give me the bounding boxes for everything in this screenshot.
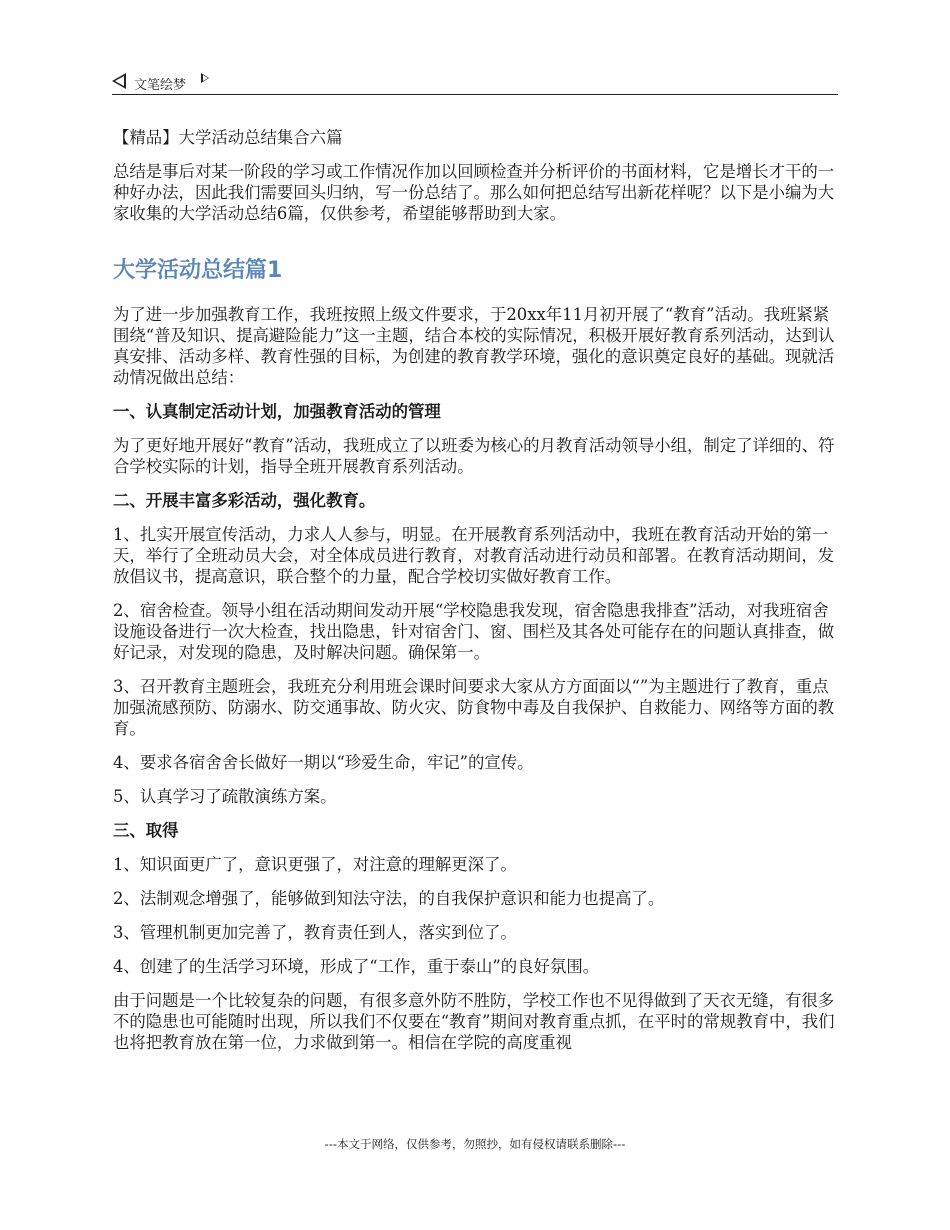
right-triangle-icon bbox=[201, 73, 209, 83]
page-footer: ---本文于网络，仅供参考，勿照抄，如有侵权请联系删除--- bbox=[324, 1137, 626, 1151]
body-paragraph: 1、扎实开展宣传活动，力求人人参与，明显。在开展教育系列活动中，我班在教育活动开始的第一天，举行了全班动员大会，对全体成员进行教育，对教育活动进行动员和部署。在教育活动期间，发放倡议书，提高意识，联合整个的力量，配合学校切实做好教育工作。 bbox=[113, 525, 835, 586]
document-body bbox=[113, 127, 840, 1066]
body-paragraph: 2、宿舍检查。领导小组在活动期间发动开展“学校隐患我发现，宿舍隐患我排查”活动，对我班宿舍设施设备进行一次大检查，找出隐患，针对宿舍门、窗、围栏及其各处可能存在的问题认真排查，做好记录，对发现的隐患，及时解决问题。确保第一。 bbox=[113, 601, 835, 662]
body-paragraph: 1、知识面更广了，意识更强了，对注意的理解更深了。 bbox=[113, 855, 517, 874]
body-paragraph: 为了进一步加强教育工作，我班按照上级文件要求，于20xx年11月初开展了“教育”活动。我班紧紧围绕“普及知识、提高避险能力”这一主题，结合本校的实际情况，积极开展好教育系列活动，达到认真安排、活动多样、教育性强的目标，为创建的教育教学环境，强化的意识奠定良好的基础。现就活动情况做出总结： bbox=[113, 305, 835, 387]
intro-paragraph: 总结是事后对某一阶段的学习或工作情况作加以回顾检查并分析评价的书面材料，它是增长才干的一种好办法，因此我们需要回头归纳，写一份总结了。那么如何把总结写出新花样呢？以下是小编为大家收集的大学活动总结6篇，仅供参考，希望能够帮助到大家。 bbox=[113, 162, 835, 223]
subsection-heading: 三、取得 bbox=[113, 821, 179, 840]
left-triangle-icon bbox=[112, 73, 126, 89]
document-title: 【精品】大学活动总结集合六篇 bbox=[113, 128, 343, 147]
body-paragraph: 为了更好地开展好“教育”活动，我班成立了以班委为核心的月教育活动领导小组，制定了详细的、符合学校实际的计划，指导全班开展教育系列活动。 bbox=[113, 436, 835, 476]
subsection-heading: 一、认真制定活动计划，加强教育活动的管理 bbox=[113, 402, 441, 421]
section-content bbox=[113, 304, 840, 1053]
body-paragraph: 3、管理机制更加完善了，教育责任到人，落实到位了。 bbox=[113, 923, 517, 942]
body-paragraph: 5、认真学习了疏散演练方案。 bbox=[113, 787, 337, 806]
body-paragraph: 4、创建了的生活学习环境，形成了“工作，重于泰山”的良好氛围。 bbox=[113, 957, 600, 976]
body-paragraph: 4、要求各宿舍舍长做好一期以“珍爱生命，牢记”的宣传。 bbox=[113, 753, 534, 772]
section-title: 大学活动总结篇1 bbox=[113, 258, 283, 283]
header-brand: 文笔绘梦 bbox=[134, 78, 187, 93]
body-paragraph: 由于问题是一个比较复杂的问题，有很多意外防不胜防，学校工作也不见得做到了天衣无缝，有很多不的隐患也可能随时出现，所以我们不仅要在“教育”期间对教育重点抓，在平时的常规教育中，我们也将把教育放在第一位，力求做到第一。相信在学院的高度重视 bbox=[113, 991, 835, 1052]
body-paragraph: 3、召开教育主题班会，我班充分利用班会课时间要求大家从方方面面以“”为主题进行了教育，重点加强流感预防、防溺水、防交通事故、防火灾、防食物中毒及自我保护、自救能力、网络等方面的教育。 bbox=[113, 677, 835, 738]
subsection-heading: 二、开展丰富多彩活动，强化教育。 bbox=[113, 491, 376, 510]
page-header bbox=[112, 70, 838, 95]
body-paragraph: 2、法制观念增强了，能够做到知法守法，的自我保护意识和能力也提高了。 bbox=[113, 889, 665, 908]
